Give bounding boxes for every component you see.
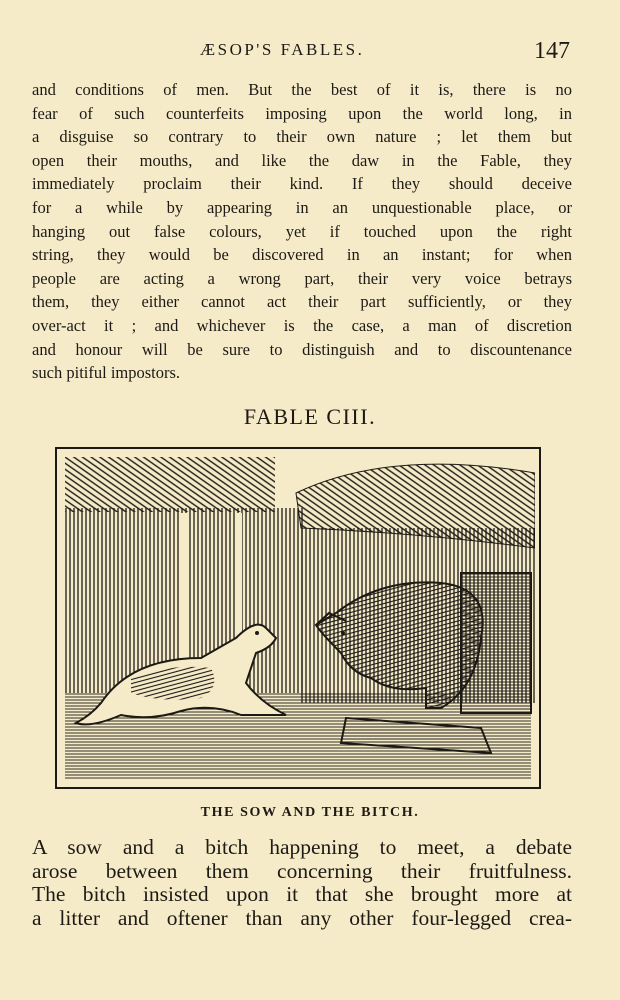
text-line: over-act it ; and whichever is the case, a man of discretion	[32, 315, 572, 335]
intro-paragraph	[32, 78, 572, 385]
text-line: open their mouths, and like the daw in the Fable, they	[32, 150, 572, 170]
woodcut-illustration	[55, 447, 541, 789]
text-line: arose between them concerning their fruitfulness.	[32, 858, 572, 883]
text-line: them, they either cannot act their part sufficiently, or they	[32, 292, 572, 312]
running-title: ÆSOP'S FABLES.	[200, 40, 365, 59]
text-line: hanging out false colours, yet if touched upon the right	[32, 221, 572, 241]
text-line: a disguise so contrary to their own nature ; let them but	[32, 127, 572, 147]
text-line: The bitch insisted upon it that she brought more at	[32, 882, 572, 906]
text-line: A sow and a bitch happening to meet, a debate	[32, 835, 572, 859]
illustration-caption: THE SOW AND THE BITCH.	[200, 805, 420, 820]
fable-text	[32, 836, 572, 930]
running-head	[0, 38, 620, 68]
text-line: a litter and oftener than any other four-legged crea-	[32, 905, 572, 930]
text-line: people are acting a wrong part, their very voice betrays	[32, 268, 572, 288]
text-line: immediately proclaim their kind. If they should deceive	[32, 174, 572, 194]
text-line: and conditions of men. But the best of it is, there is no	[32, 80, 572, 99]
page-number: 147	[534, 38, 570, 64]
text-line: string, they would be discovered in an instant; for when	[32, 245, 572, 265]
text-line: such pitiful impostors.	[32, 363, 181, 383]
fable-heading: FABLE CIII.	[243, 404, 377, 429]
foliage	[65, 457, 275, 512]
text-line: fear of such counterfeits imposing upon the world long, in	[32, 103, 572, 123]
text-line: for a while by appearing in an unquestionable place, or	[32, 197, 572, 217]
text-line: and honour will be sure to distinguish and to discountenance	[32, 339, 572, 359]
sow-and-bitch-engraving	[61, 453, 535, 783]
